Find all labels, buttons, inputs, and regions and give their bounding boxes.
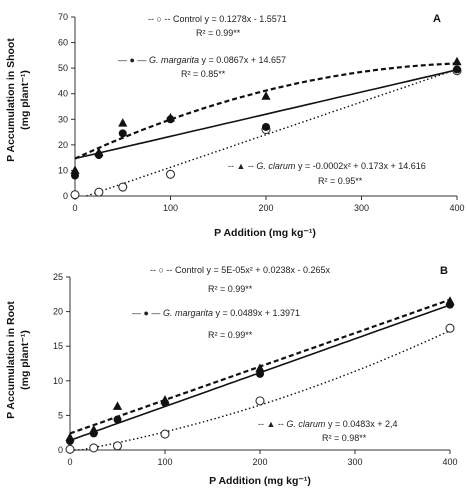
panel-a-margarita-equation <box>118 55 286 65</box>
panel-a-point-series1 <box>262 123 270 131</box>
panel-a-point-series2 <box>261 91 270 100</box>
panel-a-point-series0 <box>71 191 79 199</box>
panel-b-clarum-r2: R² = 0.98** <box>322 433 367 443</box>
panel-a-point-series0 <box>95 188 103 196</box>
panel-a-point-series1 <box>119 129 127 137</box>
panel-b-y-tick-label: 5 <box>57 410 63 421</box>
panel-b-margarita-marker: — ● — <box>132 308 161 318</box>
panel-a-y-axis-label-line2: (mg plant⁻¹) <box>19 70 31 130</box>
panel-b-control-equation <box>150 265 331 275</box>
panel-a-point-series2 <box>118 118 127 127</box>
panel-a <box>5 12 465 239</box>
panel-a-x-tick-label: 300 <box>353 203 370 213</box>
panel-a-x-tick-label: 200 <box>258 203 274 213</box>
panel-b-margarita-r2: R² = 0.99** <box>208 330 253 340</box>
panel-b-point-series2 <box>255 363 264 372</box>
panel-a-fit-line-1 <box>75 70 457 159</box>
panel-b-x-tick-label: 400 <box>442 457 458 467</box>
panel-a-clarum-equation-text: y = -0.0002x² + 0.173x + 14.616 <box>297 161 426 171</box>
panel-b-y-tick-label: 20 <box>52 306 63 317</box>
panel-a-clarum-marker: -- ▲ -- <box>228 161 254 171</box>
panel-a-point-series0 <box>167 170 175 178</box>
panel-b-margarita-equation <box>132 308 300 318</box>
panel-a-fit-line-2 <box>75 64 457 159</box>
panel-b-point-series2 <box>89 425 98 434</box>
panel-a-clarum-equation <box>228 161 426 171</box>
panel-b-y-tick-label: 25 <box>52 272 63 282</box>
panel-a-y-tick-label: 50 <box>57 63 68 74</box>
panel-a-clarum-species: G. clarum <box>256 161 296 171</box>
panel-a-y-tick-label: 10 <box>57 165 68 176</box>
panel-a-x-tick-label: 0 <box>72 203 78 213</box>
panel-b-y-tick-label: 0 <box>57 445 63 455</box>
panel-a-control-marker: -- ○ -- <box>148 14 171 24</box>
panel-b-point-series0 <box>66 445 74 453</box>
panel-b-margarita-species: G. margarita <box>162 308 213 318</box>
panel-a-point-series2 <box>70 165 79 174</box>
panel-b-x-tick-label: 200 <box>252 457 268 467</box>
panel-b-y-tick-label: 15 <box>52 341 63 352</box>
panel-a-y-axis-label-line1: P Accumulation in Shoot <box>5 38 17 162</box>
panel-a-control-equation-text: Control y = 0.1278x - 1.5571 <box>172 14 287 24</box>
panel-a-y-tick-label: 70 <box>57 12 68 22</box>
panel-a-x-tick-label: 400 <box>449 203 465 213</box>
panel-b-y-axis-label-line1: P Accumulation in Root <box>5 301 17 419</box>
panel-a-margarita-marker: — ● — <box>118 55 147 65</box>
panel-a-margarita-r2: R² = 0.85** <box>181 69 226 79</box>
panel-b-point-series2 <box>160 395 169 404</box>
panel-b-point-series2 <box>445 296 454 305</box>
panel-b-x-axis-label: P Addition (mg kg⁻¹) <box>209 475 311 487</box>
panel-a-points <box>70 57 461 199</box>
panel-b-point-series0 <box>256 397 264 405</box>
panel-b-x-tick-label: 300 <box>347 457 363 467</box>
panel-b-y-tick-label: 10 <box>52 375 63 386</box>
panel-b-point-series0 <box>446 324 454 332</box>
panel-a-x-axis-label: P Addition (mg kg⁻¹) <box>214 227 316 239</box>
panel-b-fit-line-0 <box>70 331 450 450</box>
panel-b-margarita-equation-text: y = 0.0489x + 1.3971 <box>215 308 301 318</box>
panel-a-point-series1 <box>453 65 461 73</box>
panel-a-clarum-r2: R² = 0.95** <box>318 176 363 186</box>
panel-a-axes <box>58 12 465 213</box>
panel-a-control-r2: R² = 0.99** <box>196 28 241 38</box>
panel-b-control-r2: R² = 0.99** <box>208 284 253 294</box>
panel-a-y-tick-label: 20 <box>57 139 68 150</box>
panel-b-axes <box>53 272 458 467</box>
panel-b-point-series0 <box>114 442 122 450</box>
panel-a-label: A <box>433 13 441 25</box>
panel-b-x-tick-label: 100 <box>157 457 173 467</box>
panel-a-margarita-species: G. margarita <box>148 55 199 65</box>
panel-b-label: B <box>440 265 448 277</box>
panel-a-y-tick-label: 0 <box>62 191 68 201</box>
panel-b-clarum-species: G. clarum <box>286 419 326 429</box>
panel-b-point-series2 <box>65 433 74 442</box>
panel-b-y-axis-label-line2: (mg plant⁻¹) <box>19 330 31 390</box>
panel-a-margarita-equation-text: y = 0.0867x + 14.657 <box>201 55 287 65</box>
panel-b-control-marker: -- ○ -- <box>150 265 173 275</box>
panel-a-y-tick-label: 60 <box>57 37 68 48</box>
panel-b-clarum-equation-text: y = 0.0483x + 2,4 <box>327 419 398 429</box>
panel-b <box>5 265 458 487</box>
panel-b-point-series0 <box>90 444 98 452</box>
panel-a-point-series0 <box>119 183 127 191</box>
panel-b-control-equation-text: Control y = 5E-05x² + 0.0238x - 0.265x <box>174 265 331 275</box>
panel-a-x-tick-label: 100 <box>162 203 179 213</box>
panel-b-x-tick-label: 0 <box>67 457 73 467</box>
panel-a-point-series2 <box>452 57 461 66</box>
panel-b-point-series1 <box>114 416 122 424</box>
panel-b-clarum-marker: -- ▲ -- <box>258 419 284 429</box>
panel-a-y-tick-label: 30 <box>57 114 68 125</box>
panel-b-point-series0 <box>161 430 169 438</box>
panel-a-control-equation <box>148 14 287 24</box>
panel-b-clarum-equation <box>258 419 398 429</box>
panel-a-y-tick-label: 40 <box>57 88 68 99</box>
panel-b-point-series2 <box>113 401 122 410</box>
